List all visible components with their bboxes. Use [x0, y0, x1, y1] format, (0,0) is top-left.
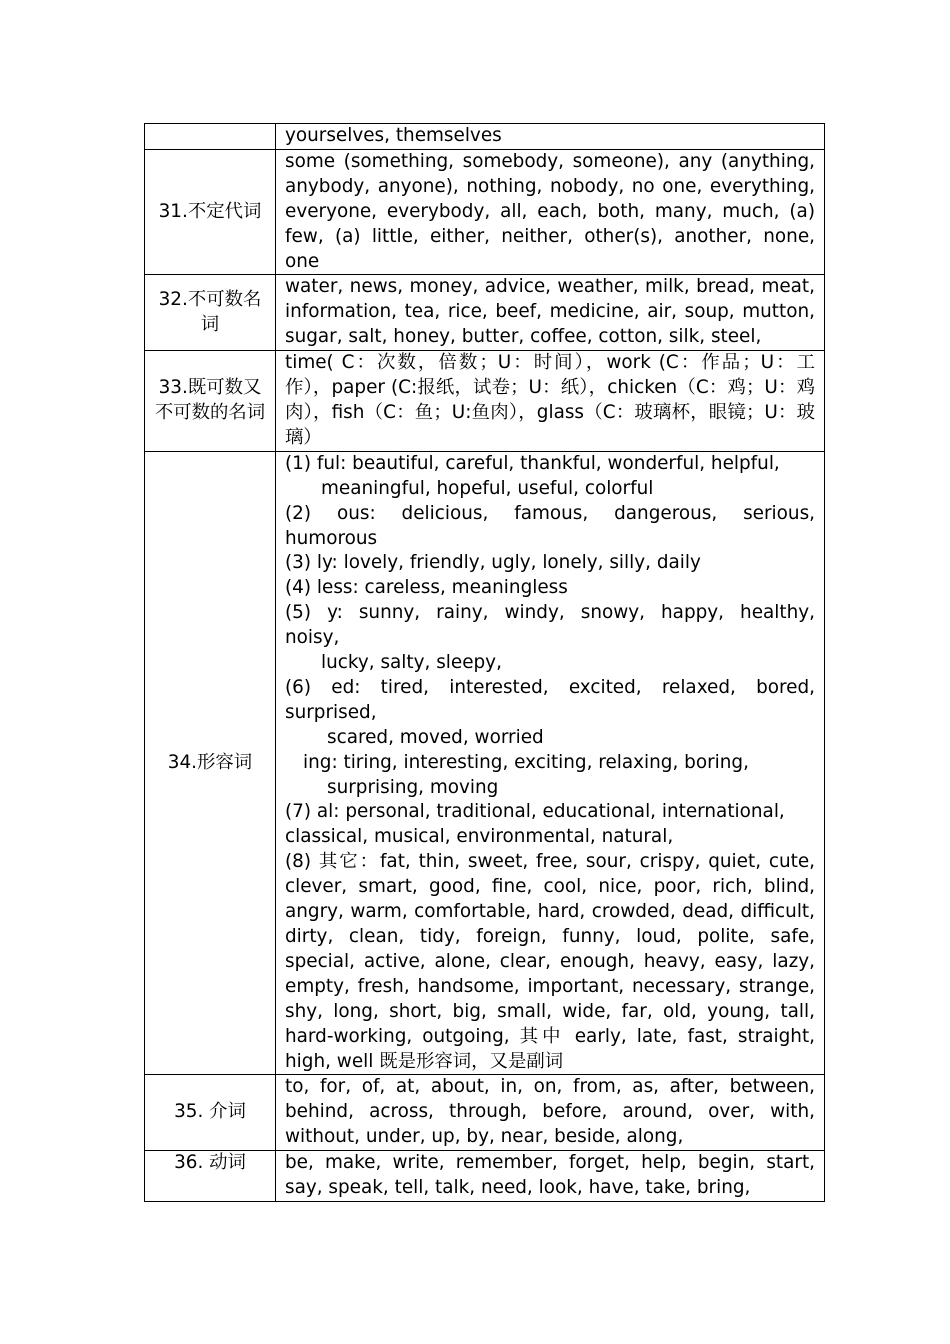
category-cell: 36. 动词: [145, 1151, 276, 1202]
text-line: (3) ly: lovely, friendly, ugly, lonely, silly, daily: [285, 552, 701, 574]
text-line: (8) 其它：fat, thin, sweet, free, sour, crispy, quiet, cute, clever, smart, good, fine, cool, nice, poor, rich, blind, angry, warm, comfortable, hard, crowded, dead, difficult, dirty, clean, tidy, foreign, funny, loud, polite, safe, special, active, alone, clear, enough, heavy, easy, lazy, empty, fresh, handsome, important, necessary, strange, shy, long, short, big, small, wide, far, old, young, tall, hard-working, outgoing, 其中 early, late, fast, straight, high, well 既是形容词，又是副词: [285, 851, 815, 1072]
content-cell: to, for, of, at, about, in, on, from, as, after, between, behind, across, through, before, around, over, with, without, under, up, by, near, beside, along,: [276, 1075, 825, 1151]
table-row: [145, 351, 825, 452]
table-row: [145, 451, 825, 1075]
category-cell: 32.不可数名词: [145, 275, 276, 351]
content-cell: time( C：次数，倍数；U：时间），work (C：作品；U：工作），paper (C:报纸，试卷；U：纸），chicken（C：鸡；U：鸡肉），fish（C：鱼；U:鱼肉），glass（C：玻璃杯，眼镜；U：玻璃）: [276, 351, 825, 452]
text-line: (2) ous: delicious, famous, dangerous, serious,: [285, 502, 815, 524]
text-line: surprised,: [285, 701, 377, 723]
category-cell: 35. 介词: [145, 1075, 276, 1151]
text-line: classical, musical, environmental, natural,: [285, 826, 674, 848]
content-cell: some (something, somebody, someone), any (anything, anybody, anyone), nothing, nobody, no one, everything, everyone, everybody, all, each, both, many, much, (a) few, (a) little, either, neither, other(s), another, none, one: [276, 149, 825, 275]
text-line: (4) less: careless, meaningless: [285, 577, 568, 599]
text-line: meaningful, hopeful, useful, colorful: [321, 477, 654, 499]
text-line: noisy,: [285, 627, 340, 649]
category-cell: 33.既可数又不可数的名词: [145, 351, 276, 452]
text-line: (1) ful: beautiful, careful, thankful, wonderful, helpful,: [285, 452, 780, 474]
category-cell: [145, 124, 276, 150]
text-line: lucky, salty, sleepy,: [321, 652, 502, 674]
text-line: humorous: [285, 527, 378, 549]
text-line: ing: tiring, interesting, exciting, relaxing, boring,: [303, 751, 749, 773]
category-cell: 34.形容词: [145, 451, 276, 1075]
table-row: [145, 124, 825, 150]
table-row: [145, 1151, 825, 1202]
text-line: surprising, moving: [327, 776, 499, 798]
category-cell: 31.不定代词: [145, 149, 276, 275]
content-cell: yourselves, themselves: [276, 124, 825, 150]
text-line: (6) ed: tired, interested, excited, relaxed, bored,: [285, 676, 815, 698]
table-row: [145, 1075, 825, 1151]
text-line: scared, moved, worried: [327, 726, 544, 748]
text-line: (5) y: sunny, rainy, windy, snowy, happy, healthy,: [285, 602, 815, 624]
content-cell: water, news, money, advice, weather, milk, bread, meat, information, tea, rice, beef, medicine, air, soup, mutton, sugar, salt, honey, butter, coffee, cotton, silk, steel,: [276, 275, 825, 351]
vocabulary-table: [144, 123, 825, 1202]
content-cell: be, make, write, remember, forget, help, begin, start, say, speak, tell, talk, need, look, have, take, bring,: [276, 1151, 825, 1202]
table-row: [145, 275, 825, 351]
content-cell: [276, 451, 825, 1075]
text-line: (7) al: personal, traditional, educational, international,: [285, 801, 785, 823]
table-row: [145, 149, 825, 275]
